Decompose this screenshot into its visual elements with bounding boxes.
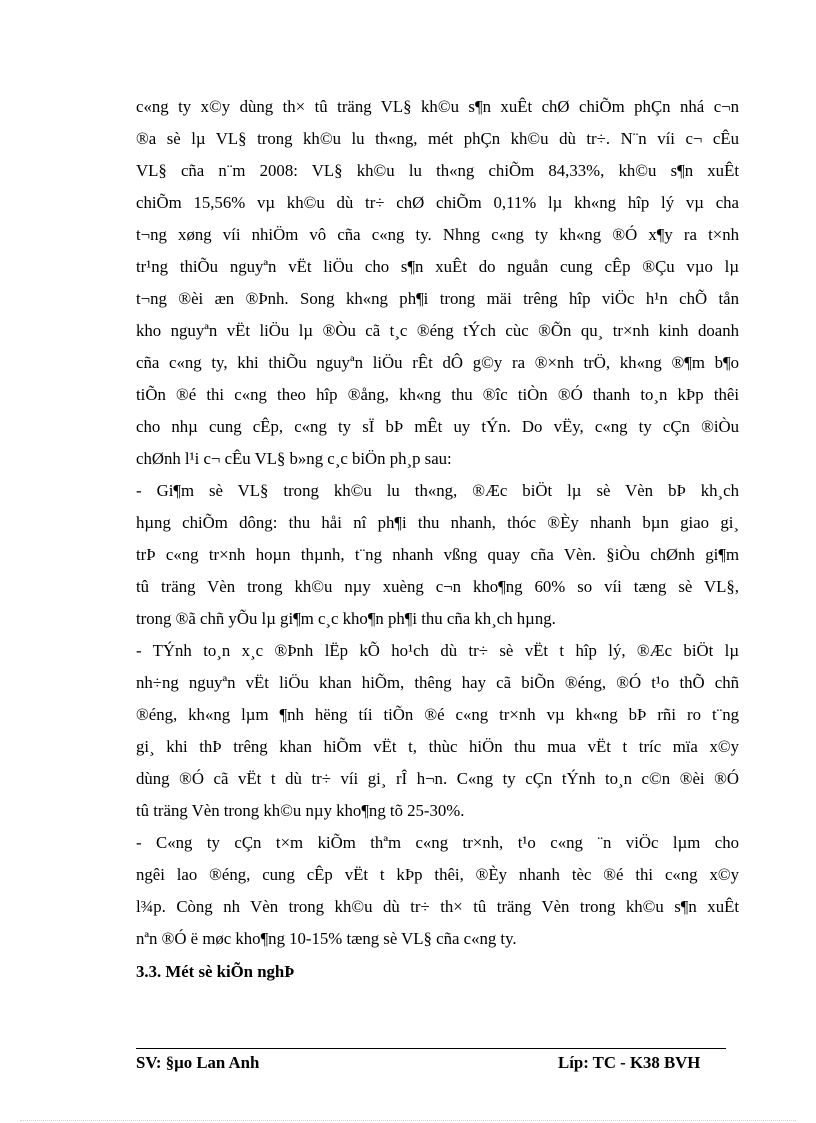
paragraph-line: tû träng Vèn trong kh©u nµy xuèng c¬n kho¶ng 60% so víi tæng sè VL§,: [136, 577, 739, 596]
paragraph-line: ®a sè lµ VL§ trong kh©u lu th«ng, mét phÇn kh©u dù tr÷. N¨n víi c¬ cÊu: [136, 129, 739, 148]
paragraph-line: ngêi lao ®éng, cung cÊp vËt t kÞp thêi, ®Èy nhanh tèc ®é thi c«ng x©y: [136, 865, 739, 884]
paragraph-line: cho nhµ cung cÊp, c«ng ty sÏ bÞ mÊt uy tÝn. Do vËy, c«ng ty cÇn ®iÒu: [136, 417, 739, 436]
footer-class-code: Líp: TC - K38 BVH: [558, 1053, 701, 1072]
paragraph-inventory-plan: [136, 635, 739, 827]
paragraph-line: cña c«ng ty, khi thiÕu nguyªn liÖu rÊt dÔ g©y ra ®×nh trÖ, kh«ng ®¶m b¶o: [136, 353, 739, 372]
footer-divider: [136, 1048, 726, 1049]
paragraph-line: VL§ cña n¨m 2008: VL§ kh©u lu th«ng chiÕm 84,33%, kh©u s¶n xuÊt: [136, 161, 739, 180]
paragraph-line: nh÷ng nguyªn vËt liÖu khan hiÕm, thêng hay cã biÕn ®éng, ®Ó t¹o thÕ chñ: [136, 673, 739, 692]
paragraph-reduce-circulation: [136, 475, 739, 635]
section-heading: 3.3. Mét sè kiÕn nghÞ: [136, 962, 295, 981]
paragraph-line: nªn ®Ó ë møc kho¶ng 10-15% tæng sè VL§ cña c«ng ty.: [136, 929, 517, 948]
paragraph-line: t¬ng ®èi æn ®Þnh. Song kh«ng ph¶i trong mäi trêng hîp viÖc h¹n chÕ tån: [136, 289, 739, 308]
paragraph-find-projects: [136, 827, 739, 955]
paragraph-line: tr¹ng thiÕu nguyªn vËt liÖu cho s¶n xuÊt do nguån cung cÊp ®Çu vµo lµ: [136, 257, 739, 276]
paragraph-line: chØnh l¹i c¬ cÊu VL§ b»ng c¸c biÖn ph¸p sau:: [136, 449, 452, 468]
page-bottom-dotted-border: [20, 1120, 796, 1121]
paragraph-line: c«ng ty x©y dùng th× tû träng VL§ kh©u s¶n xuÊt chØ chiÕm phÇn nhá c¬n: [136, 97, 739, 116]
paragraph-line: hµng chiÕm dông: thu håi nî ph¶i thu nhanh, thóc ®Èy nhanh bµn giao gi¸: [136, 513, 739, 532]
paragraph-line: chiÕm 15,56% vµ kh©u dù tr÷ chØ chiÕm 0,11% lµ kh«ng hîp lý vµ cha: [136, 193, 739, 212]
paragraph-line: tiÕn ®é thi c«ng theo hîp ®ång, kh«ng thu ®îc tiÒn ®Ó thanh to¸n kÞp thêi: [136, 385, 739, 404]
paragraph-line: trong ®ã chñ yÕu lµ gi¶m c¸c kho¶n ph¶i thu cña kh¸ch hµng.: [136, 609, 556, 628]
paragraph-line: tû träng Vèn trong kh©u nµy kho¶ng tõ 25-30%.: [136, 801, 465, 820]
paragraph-line: - Gi¶m sè VL§ trong kh©u lu th«ng, ®Æc biÖt lµ sè Vèn bÞ kh¸ch: [136, 481, 739, 500]
paragraph-line: - C«ng ty cÇn t×m kiÕm thªm c«ng tr×nh, t¹o c«ng ¨n viÖc lµm cho: [136, 833, 739, 852]
footer-student-name: SV: §µo Lan Anh: [136, 1053, 260, 1072]
paragraph-line: dùng ®Ó cã vËt t dù tr÷ víi gi¸ rÎ h¬n. C«ng ty cÇn tÝnh to¸n c©n ®èi ®Ó: [136, 769, 739, 788]
paragraph-line: l¾p. Còng nh Vèn trong kh©u dù tr÷ th× tû träng Vèn trong kh©u s¶n xuÊt: [136, 897, 739, 916]
paragraph-line: kho nguyªn vËt liÖu lµ ®Òu cã t¸c ®éng tÝch cùc ®Õn qu¸ tr×nh kinh doanh: [136, 321, 739, 340]
paragraph-line: trÞ c«ng tr×nh hoµn thµnh, t¨ng nhanh vßng quay cña Vèn. §iÒu chØnh gi¶m: [136, 545, 739, 564]
paragraph-line: - TÝnh to¸n x¸c ®Þnh lËp kÕ ho¹ch dù tr÷ sè vËt t hîp lý, ®Æc biÖt lµ: [136, 641, 739, 660]
paragraph-intro: [136, 91, 739, 475]
paragraph-line: ®éng, kh«ng lµm ¶nh hëng tíi tiÕn ®é c«ng tr×nh vµ kh«ng bÞ rñi ro t¨ng: [136, 705, 739, 724]
paragraph-line: gi¸ khi thÞ trêng khan hiÕm vËt t, thùc hiÖn thu mua vËt t tríc mïa x©y: [136, 737, 739, 756]
paragraph-line: t¬ng xøng víi nhiÖm vô cña c«ng ty. Nhng c«ng ty kh«ng ®Ó x¶y ra t×nh: [136, 225, 739, 244]
